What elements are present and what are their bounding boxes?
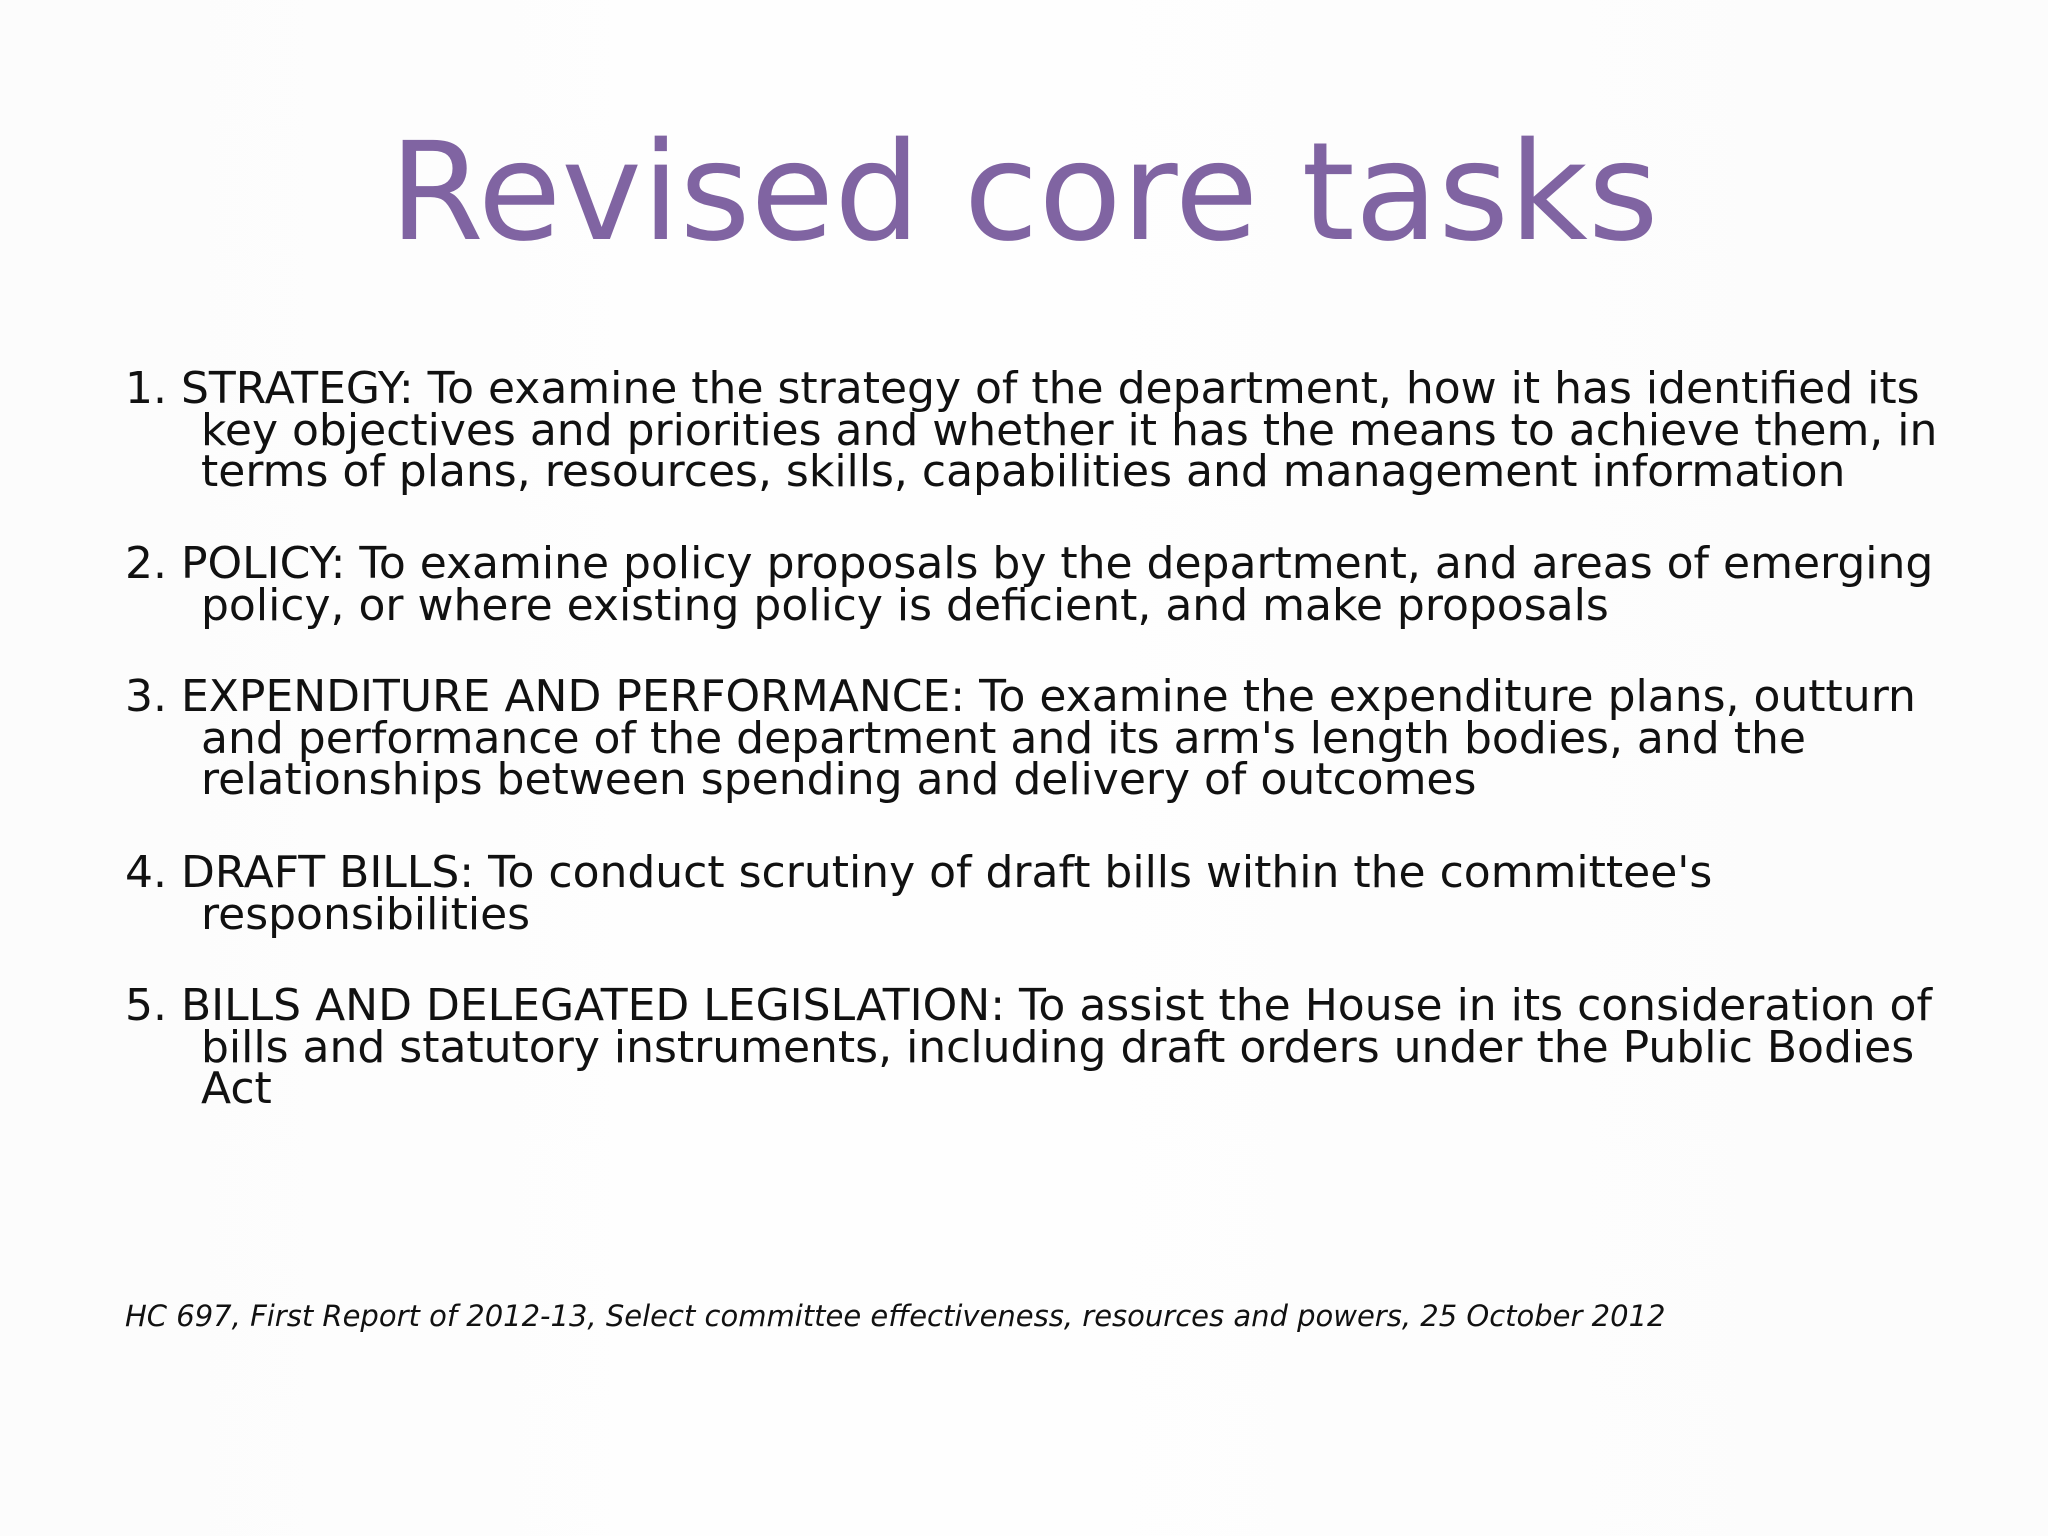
task-text: 2. POLICY: To examine policy proposals by the department, and areas of emerging policy, or where existing policy is deficient, and make proposals xyxy=(125,538,1934,631)
task-text: 5. BILLS AND DELEGATED LEGISLATION: To assist the House in its consideration of bills and statutory instruments, including draft orders under the Public Bodies Act xyxy=(125,980,1932,1114)
task-text: 1. STRATEGY: To examine the strategy of the department, how it has identified its key objectives and priorities and whether it has the means to achieve them, in terms of plans, resources, skills, capabilities and management information xyxy=(125,363,1938,497)
task-text: 4. DRAFT BILLS: To conduct scrutiny of draft bills within the committee's responsibilities xyxy=(125,847,1713,940)
task-item-strategy xyxy=(125,363,1965,497)
task-item-policy xyxy=(125,538,1965,631)
task-text: 3. EXPENDITURE AND PERFORMANCE: To examine the expenditure plans, outturn and performance of the department and its arm's length bodies, and the relationships between spending and delivery of outcomes xyxy=(125,671,1916,805)
task-item-draft-bills xyxy=(125,847,1965,940)
slide-title: Revised core tasks xyxy=(389,114,1659,272)
task-item-expenditure-and-performance xyxy=(125,671,1965,805)
source-citation: HC 697, First Report of 2012-13, Select committee effectiveness, resources and powers, 25 October 2012 xyxy=(125,1299,1666,1333)
task-item-bills-and-delegated-legislation xyxy=(125,980,1965,1114)
